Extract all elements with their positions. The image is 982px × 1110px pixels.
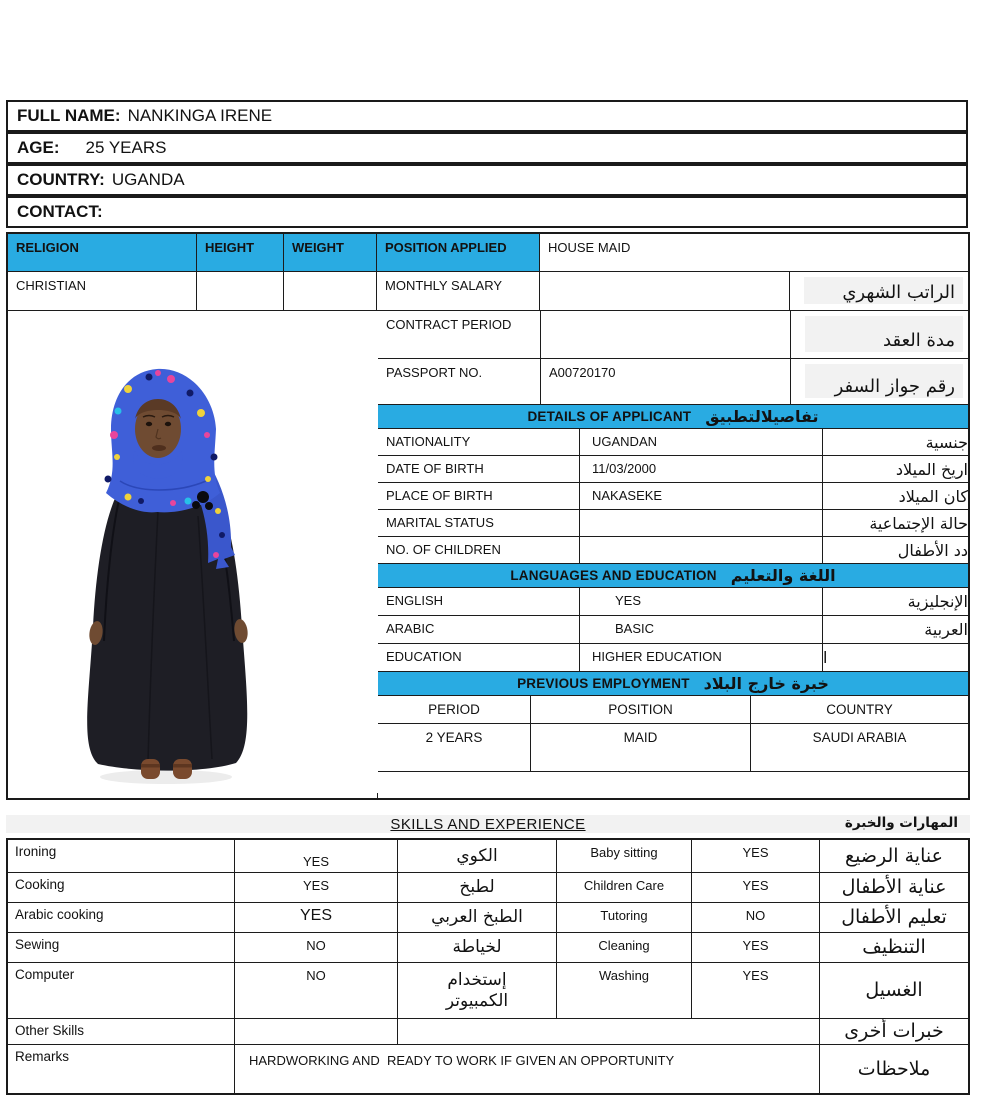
place-of-birth-row <box>378 483 968 510</box>
skills-title: SKILLS AND EXPERIENCE <box>390 815 586 833</box>
passport-arabic <box>791 359 968 404</box>
full-name-row <box>6 100 968 132</box>
country-column-header: COUNTRY <box>826 702 893 717</box>
date-of-birth-value: 11/03/2000 <box>580 456 823 482</box>
other-skills-label: Other Skills <box>8 1019 235 1044</box>
skill-row-cooking <box>8 873 968 903</box>
english-arabic: الإنجليزية <box>907 592 968 611</box>
monthly-salary-label: MONTHLY SALARY <box>377 272 540 310</box>
age-label: AGE: <box>17 138 60 157</box>
employment-period: 2 YEARS <box>378 724 531 771</box>
weight-header: WEIGHT <box>284 234 377 271</box>
skill-ironing-arabic: الكوي <box>398 840 557 872</box>
date-of-birth-label: DATE OF BIRTH <box>378 456 580 482</box>
skills-table <box>6 838 970 1095</box>
full-name-label: FULL NAME: <box>17 106 121 125</box>
remarks-value: HARDWORKING AND READY TO WORK IF GIVEN AN OPPORTUNITY <box>235 1045 820 1093</box>
languages-header-ar: اللغة والتعليم <box>730 565 836 585</box>
date-of-birth-arabic: اريخ الميلاد <box>895 459 968 479</box>
skill-cleaning-value: YES <box>692 933 820 962</box>
passport-value: A00720170 <box>541 359 791 404</box>
skill-cooking-label: Cooking <box>8 873 235 902</box>
skill-ironing-label: Ironing <box>8 840 235 872</box>
languages-header-en: LANGUAGES AND EDUCATION <box>510 568 717 583</box>
weight-value <box>284 272 377 310</box>
remarks-arabic: ملاحظات <box>857 1057 931 1080</box>
skill-childrencare-label: Children Care <box>557 873 692 902</box>
other-skills-value <box>235 1019 398 1044</box>
skill-row-computer <box>8 963 968 1019</box>
skill-row-sewing <box>8 933 968 963</box>
photo-cell <box>8 311 378 798</box>
period-column-header: PERIOD <box>378 696 531 723</box>
position-applied-value: HOUSE MAID <box>548 240 631 255</box>
employment-header-ar: خبرة خارج البلاد <box>703 673 829 693</box>
employment-position: MAID <box>531 724 751 771</box>
skill-computer-value: NO <box>235 963 398 1018</box>
place-of-birth-label: PLACE OF BIRTH <box>378 483 580 509</box>
skill-arabiccooking-arabic: الطبخ العربي <box>398 903 557 932</box>
remarks-label: Remarks <box>8 1045 235 1093</box>
age-value: 25 YEARS <box>85 138 167 157</box>
skill-arabiccooking-label: Arabic cooking <box>8 903 235 932</box>
skill-babysitting-label: Baby sitting <box>557 840 692 872</box>
skills-title-arabic: المهارات والخبرة <box>844 815 958 831</box>
place-of-birth-arabic: كان الميلاد <box>898 486 968 506</box>
header-row <box>8 234 968 272</box>
main-table <box>6 232 970 800</box>
contract-period-arabic-text: مدة العقد <box>883 330 955 352</box>
passport-arabic-text: رقم جواز السفر <box>834 376 955 398</box>
passport-label: PASSPORT NO. <box>378 359 541 404</box>
nationality-label: NATIONALITY <box>378 429 580 455</box>
skill-tutoring-label: Tutoring <box>557 903 692 932</box>
previous-employment-header <box>378 672 968 696</box>
nationality-arabic: جنسية <box>925 432 968 452</box>
religion-value: CHRISTIAN <box>8 272 197 310</box>
arabic-arabic: العربية <box>924 620 968 639</box>
english-row <box>378 588 968 616</box>
place-of-birth-value: NAKASEKE <box>580 483 823 509</box>
filler <box>378 772 968 798</box>
contact-row <box>6 196 968 228</box>
applicant-photo <box>8 311 378 793</box>
marital-status-value <box>580 510 823 536</box>
monthly-salary-arabic-text: الراتب الشهري <box>842 282 955 304</box>
skill-tutoring-arabic: تعليم الأطفال <box>841 906 947 929</box>
other-skills-arabic: خبرات أخرى <box>844 1020 944 1043</box>
children-row <box>378 537 968 564</box>
position-column-header: POSITION <box>531 696 751 723</box>
skill-washing-arabic: الغسيل <box>865 979 923 1002</box>
photo-and-details-row <box>8 311 968 798</box>
skills-title-band <box>6 815 970 833</box>
age-row <box>6 132 968 164</box>
country-row <box>6 164 968 196</box>
nationality-value: UGANDAN <box>580 429 823 455</box>
contract-period-label: CONTRACT PERIOD <box>378 311 541 358</box>
skill-cooking-value: YES <box>235 873 398 902</box>
details-column <box>378 311 968 798</box>
education-arabic: ا <box>823 648 828 667</box>
marital-status-row <box>378 510 968 537</box>
remarks-row <box>8 1045 968 1093</box>
children-arabic: دد الأطفال <box>897 540 968 560</box>
position-applied-header: POSITION APPLIED <box>377 234 540 271</box>
contact-label: CONTACT: <box>17 202 103 221</box>
skill-cooking-arabic: لطبخ <box>398 873 557 902</box>
contract-period-arabic <box>791 311 968 358</box>
skill-babysitting-value: YES <box>692 840 820 872</box>
skill-washing-label: Washing <box>557 963 692 1018</box>
monthly-salary-arabic <box>790 272 968 310</box>
english-label: ENGLISH <box>378 588 580 615</box>
education-row <box>378 644 968 672</box>
skill-ironing-value: YES <box>235 840 398 872</box>
skill-row-arabic-cooking <box>8 903 968 933</box>
employment-header-en: PREVIOUS EMPLOYMENT <box>517 676 690 691</box>
details-header-ar: تفاصيلالتطبيق <box>705 406 819 426</box>
marital-status-arabic: حالة الإجتماعية <box>869 513 968 533</box>
marital-status-label: MARITAL STATUS <box>378 510 580 536</box>
skill-sewing-arabic: لخياطة <box>398 933 557 962</box>
children-value <box>580 537 823 563</box>
skill-arabiccooking-value: YES <box>235 903 398 932</box>
skill-childrencare-value: YES <box>692 873 820 902</box>
skill-tutoring-value: NO <box>692 903 820 932</box>
languages-education-header <box>378 564 968 588</box>
education-label: EDUCATION <box>378 644 580 671</box>
skill-sewing-value: NO <box>235 933 398 962</box>
skill-washing-value: YES <box>692 963 820 1018</box>
skill-childrencare-arabic: عناية الأطفال <box>841 876 947 899</box>
contract-period-value <box>541 311 791 358</box>
arabic-row <box>378 616 968 644</box>
date-of-birth-row <box>378 456 968 483</box>
skill-cleaning-label: Cleaning <box>557 933 692 962</box>
employment-columns-row <box>378 696 968 724</box>
contract-period-row <box>378 311 968 359</box>
country-value: UGANDA <box>111 170 185 189</box>
height-header: HEIGHT <box>197 234 284 271</box>
employment-data-row <box>378 724 968 772</box>
skill-row-ironing <box>8 840 968 873</box>
other-skills-row <box>8 1019 968 1045</box>
country-label: COUNTRY: <box>17 170 105 189</box>
education-value: HIGHER EDUCATION <box>580 644 823 671</box>
english-value: YES <box>580 588 823 615</box>
other-skills-detail <box>398 1019 820 1044</box>
children-label: NO. OF CHILDREN <box>378 537 580 563</box>
details-of-applicant-header <box>378 405 968 429</box>
skill-computer-label: Computer <box>8 963 235 1018</box>
height-value <box>197 272 284 310</box>
nationality-row <box>378 429 968 456</box>
skill-computer-arabic-text: إستخدام الكمبيوتر <box>445 970 509 1011</box>
full-name-value: NANKINGA IRENE <box>127 106 273 125</box>
arabic-label: ARABIC <box>378 616 580 643</box>
skill-cleaning-arabic: التنظيف <box>862 936 926 959</box>
skill-computer-arabic <box>398 963 557 1018</box>
religion-salary-row <box>8 272 968 311</box>
employment-country: SAUDI ARABIA <box>812 730 907 745</box>
religion-header: RELIGION <box>8 234 197 271</box>
passport-row <box>378 359 968 405</box>
monthly-salary-value <box>540 272 790 310</box>
arabic-value: BASIC <box>580 616 823 643</box>
details-header-en: DETAILS OF APPLICANT <box>527 409 692 424</box>
skill-sewing-label: Sewing <box>8 933 235 962</box>
skill-babysitting-arabic: عناية الرضيع <box>845 844 943 867</box>
identity-rows <box>6 100 968 228</box>
